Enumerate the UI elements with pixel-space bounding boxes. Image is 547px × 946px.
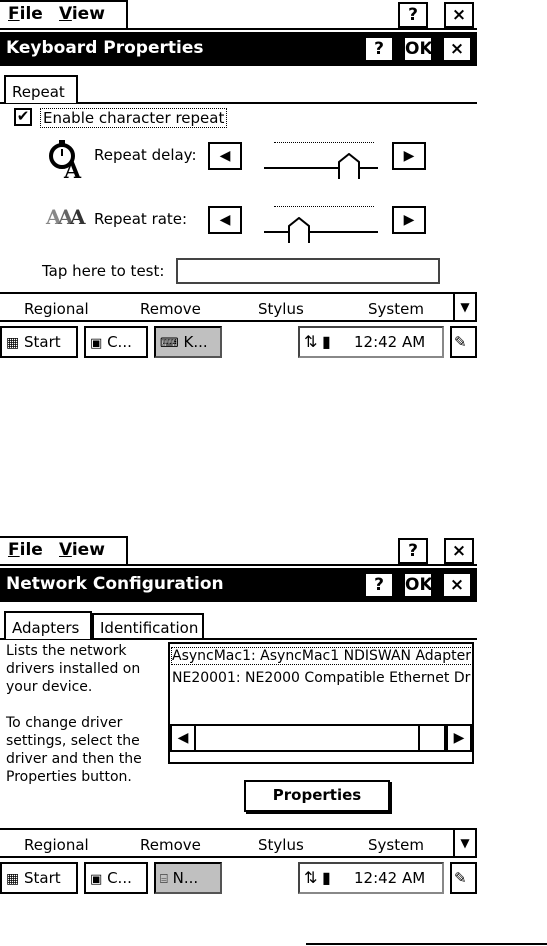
menu-file[interactable]: File	[8, 4, 43, 24]
dialog-body	[0, 602, 477, 828]
menu-file[interactable]: File	[8, 540, 43, 560]
input-panel-icon[interactable]: ✎	[450, 862, 477, 894]
window-title: Keyboard Properties	[6, 38, 204, 58]
delay-slider-thumb[interactable]	[338, 153, 360, 179]
repeat-rate-label: Repeat rate:	[94, 210, 188, 228]
network-config-icon: ⌸	[160, 872, 168, 887]
control-panel-bar	[0, 828, 477, 858]
start-button[interactable]	[0, 862, 78, 894]
close-button[interactable]: ×	[444, 2, 474, 28]
repeat-delay-label: Repeat delay:	[94, 146, 197, 164]
ok-button[interactable]: OK	[403, 572, 433, 598]
battery-icon[interactable]: ▮	[322, 332, 331, 351]
taskbar-control-panel-label: C...	[107, 869, 132, 887]
title-help-button[interactable]: ?	[364, 572, 394, 598]
menu-bar	[0, 536, 477, 566]
control-panel-bar	[0, 292, 477, 322]
rate-ticks	[274, 206, 374, 210]
help-button[interactable]: ?	[398, 2, 428, 28]
clock[interactable]: 12:42 AM	[354, 869, 426, 887]
menu-bar	[0, 0, 477, 30]
delay-right-button[interactable]: ▶	[392, 142, 426, 170]
repeat-checkbox[interactable]: ✔	[14, 108, 32, 126]
desc-line: Lists the network	[6, 643, 127, 659]
rate-right-button[interactable]: ▶	[392, 206, 426, 234]
bar-item-system[interactable]: System	[368, 300, 424, 318]
scroll-right-button[interactable]: ▶	[446, 724, 472, 752]
desc-line: To change driver	[6, 715, 123, 731]
window-title: Network Configuration	[6, 574, 224, 594]
battery-icon[interactable]: ▮	[322, 868, 331, 887]
bar-item-system[interactable]: System	[368, 836, 424, 854]
keyboard-properties-screen	[0, 0, 477, 386]
network-icon[interactable]: ⇅	[304, 868, 318, 887]
start-label: Start	[24, 333, 61, 351]
rate-left-button[interactable]: ◀	[208, 206, 242, 234]
system-tray	[298, 326, 444, 358]
rate-track	[264, 231, 378, 233]
input-panel-icon[interactable]: ✎	[450, 326, 477, 358]
list-item-asyncmac[interactable]: AsyncMac1: AsyncMac1 NDISWAN Adapter	[172, 648, 474, 664]
bar-item-stylus[interactable]: Stylus	[258, 836, 304, 854]
desc-line: your device.	[6, 679, 93, 695]
test-label: Tap here to test:	[42, 262, 165, 280]
taskbar-keyboard-label: K...	[183, 333, 208, 351]
dropdown-button[interactable]: ▼	[453, 292, 477, 322]
ok-button[interactable]: OK	[403, 36, 433, 62]
network-configuration-screen	[0, 536, 477, 922]
properties-button[interactable]: Properties	[244, 780, 390, 812]
title-help-button[interactable]: ?	[364, 36, 394, 62]
menu-view[interactable]: View	[59, 540, 105, 560]
svg-text:A: A	[58, 205, 74, 229]
desc-line: driver and then the	[6, 751, 142, 767]
bar-item-stylus[interactable]: Stylus	[258, 300, 304, 318]
description-text	[6, 642, 142, 786]
title-bar	[0, 32, 477, 66]
delay-track	[264, 167, 378, 169]
stopwatch-icon	[44, 138, 94, 180]
svg-text:A: A	[70, 205, 86, 229]
test-input[interactable]	[176, 258, 440, 284]
start-icon: ▦	[6, 871, 20, 887]
title-close-button[interactable]: ×	[442, 572, 472, 598]
bar-item-remove[interactable]: Remove	[140, 836, 201, 854]
tab-adapters[interactable]: Adapters	[4, 611, 92, 639]
delay-ticks	[274, 142, 374, 146]
control-panel-icon: ▣	[90, 336, 103, 351]
bar-item-regional[interactable]: Regional	[24, 300, 89, 318]
bar-item-regional[interactable]: Regional	[24, 836, 89, 854]
taskbar-button-keyboard[interactable]	[154, 326, 222, 358]
delay-left-button[interactable]: ◀	[208, 142, 242, 170]
taskbar	[0, 322, 477, 362]
menu-view[interactable]: View	[59, 4, 105, 24]
desc-line: settings, select the	[6, 733, 140, 749]
taskbar-button-control-panel[interactable]	[84, 326, 148, 358]
keyboard-icon: ⌨	[160, 336, 179, 351]
rate-slider-thumb[interactable]	[288, 217, 310, 243]
control-panel-icon: ▣	[90, 872, 103, 887]
start-label: Start	[24, 869, 61, 887]
title-bar	[0, 568, 477, 602]
desc-line: drivers installed on	[6, 661, 141, 677]
list-item-ne2000[interactable]: NE20001: NE2000 Compatible Ethernet Dr	[172, 670, 471, 686]
taskbar-network-label: N...	[172, 869, 199, 887]
taskbar-button-network[interactable]	[154, 862, 222, 894]
system-tray	[298, 862, 444, 894]
svg-text:A: A	[46, 205, 62, 229]
start-icon: ▦	[6, 335, 20, 351]
help-button[interactable]: ?	[398, 538, 428, 564]
checkbox-label[interactable]: Enable character repeat	[40, 108, 227, 128]
taskbar-control-panel-label: C...	[107, 333, 132, 351]
tab-repeat[interactable]: Repeat	[4, 75, 78, 103]
separator-line	[306, 943, 547, 945]
desc-line: Properties button.	[6, 769, 132, 785]
scroll-thumb-area[interactable]	[418, 724, 446, 752]
repeat-rate-icon	[44, 202, 94, 232]
network-icon[interactable]: ⇅	[304, 332, 318, 351]
clock[interactable]: 12:42 AM	[354, 333, 426, 351]
title-close-button[interactable]: ×	[442, 36, 472, 62]
dialog-body	[0, 66, 477, 292]
dropdown-button[interactable]: ▼	[453, 828, 477, 858]
close-button[interactable]: ×	[444, 538, 474, 564]
scroll-left-button[interactable]: ◀	[170, 724, 196, 752]
svg-text:A: A	[64, 158, 82, 180]
start-button[interactable]	[0, 326, 78, 358]
horizontal-scrollbar-track[interactable]	[196, 724, 418, 752]
adapters-list[interactable]	[168, 642, 474, 764]
tab-identification[interactable]: Identification	[92, 613, 204, 638]
taskbar-button-control-panel[interactable]	[84, 862, 148, 894]
taskbar	[0, 858, 477, 898]
bar-item-remove[interactable]: Remove	[140, 300, 201, 318]
